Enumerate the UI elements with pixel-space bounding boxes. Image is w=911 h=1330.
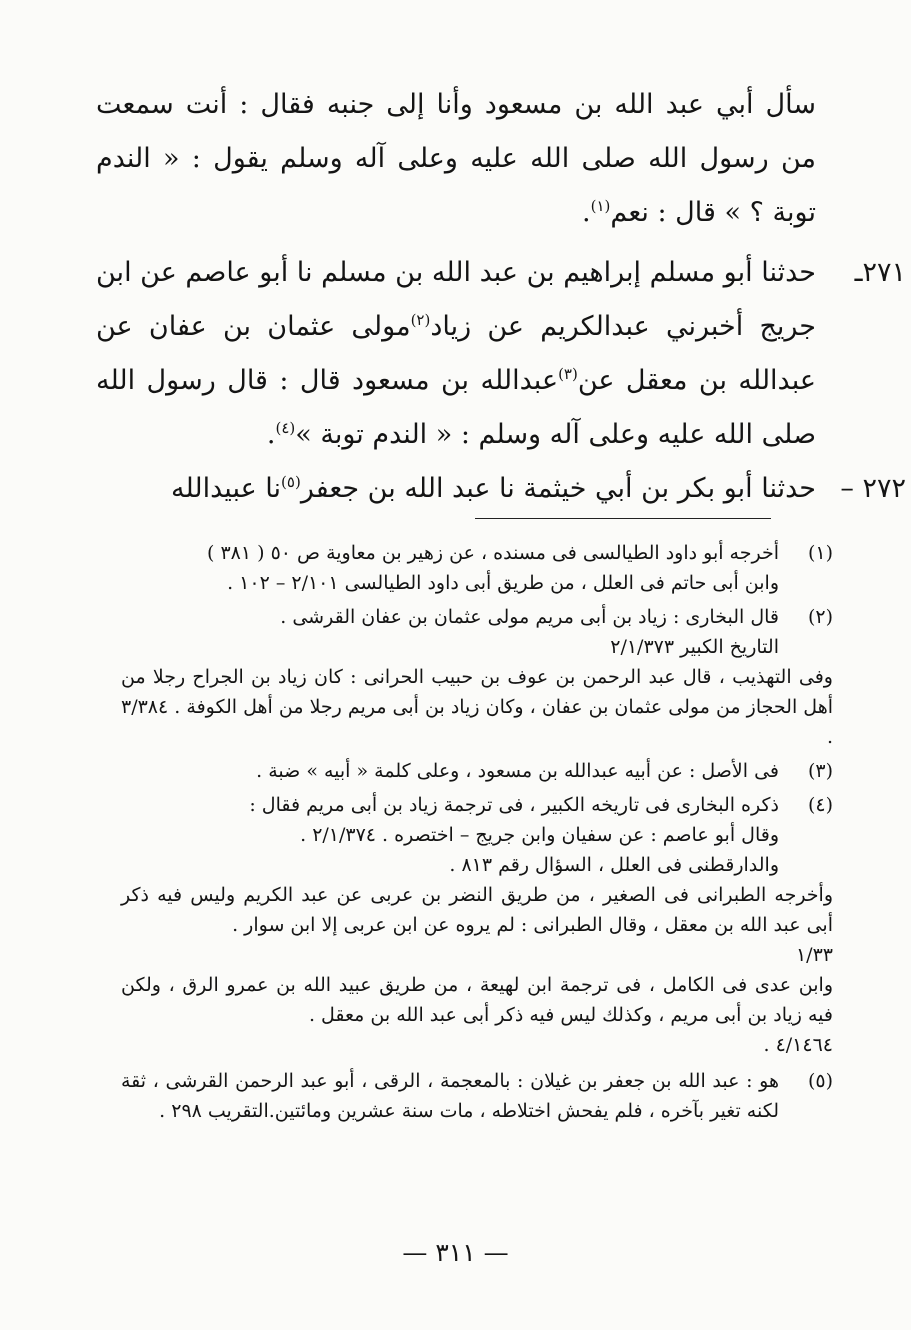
- footnote-1: [121, 538, 833, 598]
- text-line: .: [582, 197, 591, 228]
- entry-body: [96, 462, 816, 516]
- text-line: قال : نعم: [610, 197, 716, 228]
- footnote-line: التاريخ الكبير ٢/١/٣٧٣: [610, 636, 779, 658]
- footnote-number: (٥): [807, 1070, 833, 1092]
- entry-text: حدثنا أبو مسلم إبراهيم بن عبد الله بن مسلم نا أبو عاصم عن ابن جريج أخبرني عبدالكريم عن زياد: [96, 257, 816, 342]
- footnote-number: (٤): [807, 794, 833, 816]
- footnote-paragraph: وأخرجه الطبرانى فى الصغير ، من طريق النضر بن عربى عن عبد الكريم وليس فيه ذكر أبى عبد الله بن معقل ، وقال الطبرانى : لم يروه عن ابن عربى إلا ابن سوار .: [121, 884, 833, 936]
- entry-text: حدثنا أبو بكر بن أبي خيثمة نا عبد الله بن جعفر: [300, 473, 816, 504]
- footnote-line: والدارقطنى فى العلل ، السؤال رقم ٨١٣ .: [449, 854, 779, 876]
- entry-number: ٢٧١ـ: [854, 257, 906, 288]
- text-line: رسول الله صلى الله عليه وعلى آله وسلم يقول : « الندم توبة ؟ »: [96, 143, 816, 228]
- footnote-3: [121, 756, 833, 786]
- footnote-line: ذكره البخارى فى تاريخه الكبير ، فى ترجمة زياد بن أبى مريم فقال :: [249, 794, 779, 816]
- footnote-line: فى الأصل : عن أبيه عبدالله بن مسعود ، وعلى كلمة « أبيه » ضبة .: [256, 760, 779, 782]
- footnote-number: (٢): [807, 606, 833, 628]
- footnote-line: وقال أبو عاصم : عن سفيان وابن جريج – اختصره . ٢/١/٣٧٤ .: [300, 824, 779, 846]
- footnote-paragraph: وفى التهذيب ، قال عبد الرحمن بن عوف بن حبيب الحرانى : كان زياد بن الجراح رجلا من أهل الحجاز من مولى عثمان بن عفان ، وكان زياد بن أبى مريم رجلا من أهل الكوفة . ٣/٣٨٤ .: [121, 666, 833, 748]
- footnote-line: ١/٣٣: [795, 944, 833, 966]
- entry-text: نا عبيدالله: [170, 473, 282, 504]
- footnote-separator: [475, 518, 771, 519]
- footnote-line: قال البخارى : زياد بن أبى مريم مولى عثمان بن عفان القرشى .: [280, 606, 779, 628]
- entry-body: [96, 246, 816, 462]
- footnote-5: [121, 1066, 833, 1126]
- entry-text: مولى عثمان بن عفان عن عبدالله بن معقل عن: [96, 311, 816, 396]
- hadith-entry-271: [96, 246, 906, 462]
- footnote-marker: (٥): [281, 473, 301, 491]
- footnote-marker: (٢): [410, 311, 431, 329]
- text-line: سأل أبي عبد الله بن مسعود وأنا إلى جنبه فقال : أنت سمعت من: [96, 89, 816, 174]
- footnote-number: (١): [807, 542, 833, 564]
- footnote-marker: (١): [590, 197, 611, 215]
- paragraph-continuation: [96, 78, 816, 240]
- footnote-marker: (٤): [275, 419, 296, 437]
- hadith-entry-272: [96, 462, 906, 516]
- footnote-line: وابن أبى حاتم فى العلل ، من طريق أبى داود الطيالسى ٢/١٠١ – ١٠٢ .: [227, 572, 779, 594]
- entry-number: ٢٧٢ –: [840, 473, 906, 504]
- page-number: — ٣١١ —: [402, 1238, 509, 1267]
- entry-text: عبدالله بن مسعود قال : قال رسول الله صلى الله عليه وعلى آله وسلم : « الندم توبة »: [96, 365, 816, 450]
- main-text: [96, 78, 906, 516]
- entry-text: .: [266, 419, 276, 450]
- footnote-number: (٣): [807, 760, 833, 782]
- footnote-line: ٤/١٤٦٤ .: [763, 1034, 833, 1056]
- footnotes: [121, 538, 833, 1130]
- footnote-paragraph: وابن عدى فى الكامل ، فى ترجمة ابن لهيعة ، من طريق عبيد الله بن عمرو الرق ، ولكن فيه زياد بن أبى مريم ، وكذلك ليس فيه ذكر أبى عبد الله بن معقل .: [121, 974, 833, 1026]
- footnote-line: أخرجه أبو داود الطيالسى فى مسنده ، عن زهير بن معاوية ص ٥٠ ( ٣٨١ ): [207, 542, 779, 564]
- footnote-paragraph: هو : عبد الله بن جعفر بن غيلان : بالمعجمة ، الرقى ، أبو عبد الرحمن القرشى ، ثقة لكنه تغير بآخره ، فلم يفحش اختلاطه ، مات سنة عشرين ومائتين.التقريب ٢٩٨ .: [121, 1070, 779, 1122]
- footnote-marker: (٣): [558, 365, 578, 383]
- footnote-4: [121, 790, 833, 1060]
- footnote-2: [121, 602, 833, 752]
